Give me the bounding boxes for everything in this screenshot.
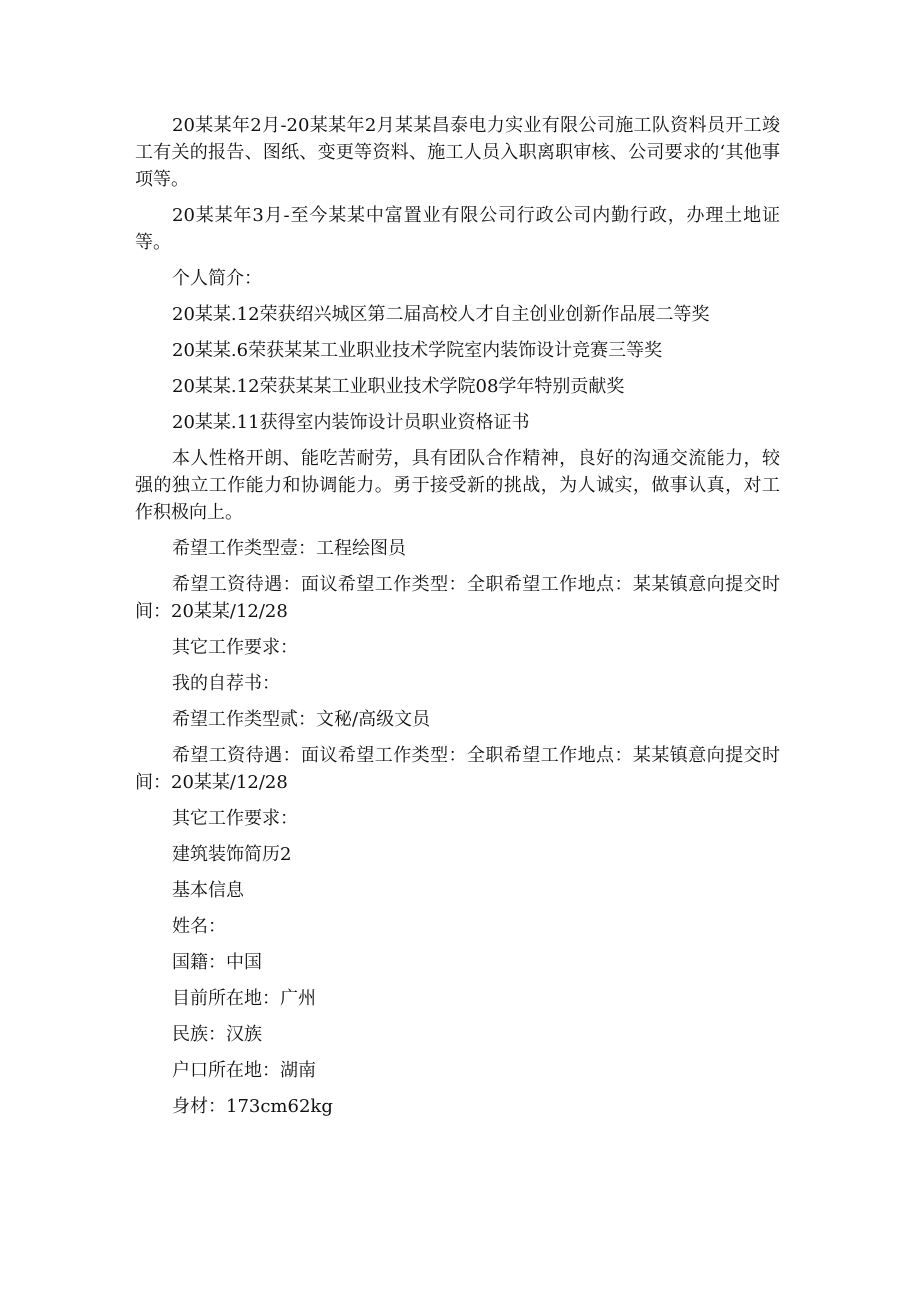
info-ethnicity: 民族：汉族 <box>172 1024 262 1045</box>
section-heading-basic-info: 基本信息 <box>172 880 244 901</box>
info-name: 姓名： <box>172 916 226 937</box>
desired-job-details-1: 希望工资待遇：面议希望工作类型：全职希望工作地点：某某镇意向提交时间：20某某/12/28 <box>135 574 780 622</box>
section-heading-profile: 个人简介： <box>172 268 262 289</box>
resume-title-2: 建筑装饰简历2 <box>172 844 292 865</box>
desired-job-type-1: 希望工作类型壹：工程绘图员 <box>172 538 406 559</box>
award-item: 20某某.12荣获某某工业职业技术学院08学年特别贡献奖 <box>172 376 625 397</box>
desired-job-type-2: 希望工作类型贰：文秘/高级文员 <box>172 709 431 730</box>
document-body <box>135 112 780 1129</box>
info-physique: 身材：173cm62kg <box>172 1096 333 1117</box>
other-requirements-1: 其它工作要求： <box>172 637 298 658</box>
work-experience-2: 20某某年3月-至今某某中富置业有限公司行政公司内勤行政，办理土地证等。 <box>135 205 780 253</box>
award-item: 20某某.6荣获某某工业职业技术学院室内装饰设计竞赛三等奖 <box>172 340 663 361</box>
award-item: 20某某.12荣获绍兴城区第二届高校人才自主创业创新作品展二等奖 <box>172 304 710 325</box>
info-household-registration: 户口所在地：湖南 <box>172 1060 316 1081</box>
certificate-item: 20某某.11获得室内装饰设计员职业资格证书 <box>172 412 530 433</box>
work-experience-1: 20某某年2月-20某某年2月某某昌泰电力实业有限公司施工队资料员开工竣工有关的报告、图纸、变更等资料、施工人员入职离职审核、公司要求的‘其他事项等。 <box>135 115 780 190</box>
self-recommendation-label: 我的自荐书： <box>172 673 280 694</box>
self-description: 本人性格开朗、能吃苦耐劳，具有团队合作精神，良好的沟通交流能力，较强的独立工作能力和协调能力。勇于接受新的挑战，为人诚实，做事认真，对工作积极向上。 <box>135 448 780 523</box>
desired-job-details-2: 希望工资待遇：面议希望工作类型：全职希望工作地点：某某镇意向提交时间：20某某/12/28 <box>135 745 780 793</box>
other-requirements-2: 其它工作要求： <box>172 808 298 829</box>
info-nationality: 国籍：中国 <box>172 952 262 973</box>
info-current-location: 目前所在地：广州 <box>172 988 316 1009</box>
